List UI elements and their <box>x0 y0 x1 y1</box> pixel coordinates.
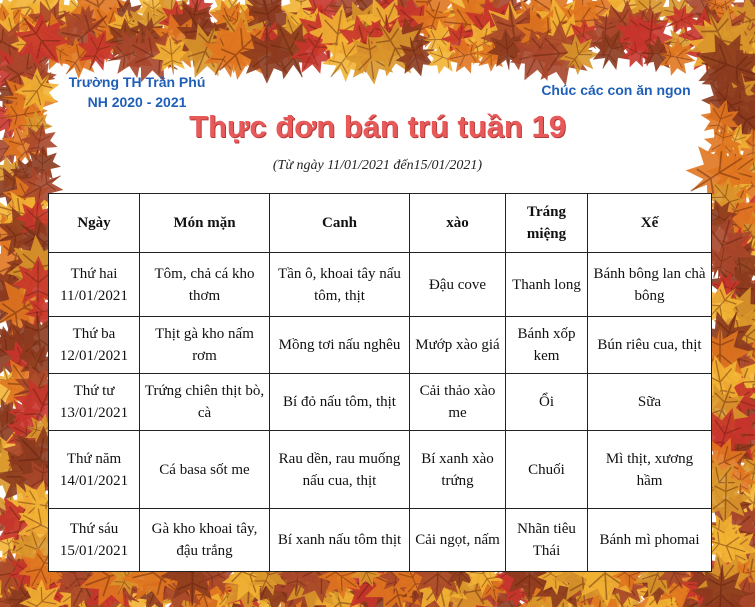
day-name: Thứ hai <box>70 265 118 282</box>
stir-fry-cell: Mướp xào giá <box>410 317 506 374</box>
stir-fry-cell: Bí xanh xào trứng <box>410 431 506 509</box>
stir-fry-cell: Đậu cove <box>410 253 506 317</box>
dessert-cell: Nhãn tiêu Thái <box>506 509 588 572</box>
stir-fry-cell: Cải ngọt, nấm <box>410 509 506 572</box>
day-date: 13/01/2021 <box>59 405 129 421</box>
table-row <box>49 253 712 317</box>
snack-cell: Sữa <box>588 374 712 431</box>
dessert-cell: Bánh xốp kem <box>506 317 588 374</box>
day-cell <box>49 431 140 509</box>
main-dish-cell: Trứng chiên thịt bò, cà <box>140 374 270 431</box>
day-cell <box>49 253 140 317</box>
snack-cell: Bánh mì phomai <box>588 509 712 572</box>
table-row <box>49 431 712 509</box>
dessert-cell: Chuối <box>506 431 588 509</box>
column-header-dessert: Tráng miệng <box>506 194 588 253</box>
day-name: Thứ ba <box>72 326 116 342</box>
greeting-text: Chúc các con ăn ngon <box>541 82 691 98</box>
main-dish-cell: Gà kho khoai tây, đậu trắng <box>140 509 270 572</box>
day-cell <box>49 374 140 431</box>
snack-cell: Bánh bông lan chà bông <box>588 253 712 317</box>
soup-cell: Tần ô, khoai tây nấu tôm, thịt <box>270 253 410 317</box>
main-dish-cell: Thịt gà kho nấm rơm <box>140 317 270 374</box>
school-name: Trường TH Trần Phú <box>68 74 206 90</box>
day-name: Thứ sáu <box>69 521 119 537</box>
menu-table <box>48 193 712 572</box>
column-header-main-dish: Món mặn <box>140 194 270 253</box>
column-header-soup: Canh <box>270 194 410 253</box>
school-heading <box>62 72 212 112</box>
day-date: 12/01/2021 <box>59 348 129 364</box>
date-range: (Từ ngày 11/01/2021 đến15/01/2021) <box>272 158 483 173</box>
soup-cell: Mồng tơi nấu nghêu <box>270 317 410 374</box>
main-dish-cell: Tôm, chả cá kho thơm <box>140 253 270 317</box>
day-name: Thứ năm <box>66 450 122 467</box>
table-row <box>49 509 712 572</box>
school-year: NH 2020 - 2021 <box>87 94 187 110</box>
dessert-cell: Thanh long <box>506 253 588 317</box>
table-header-row <box>49 194 712 253</box>
soup-cell: Bí đỏ nấu tôm, thịt <box>270 374 410 431</box>
column-header-stir-fry: xào <box>410 194 506 253</box>
day-date: 15/01/2021 <box>59 543 129 559</box>
snack-cell: Mì thịt, xương hầm <box>588 431 712 509</box>
day-cell <box>49 317 140 374</box>
table-row <box>49 374 712 431</box>
dessert-cell: Ổi <box>506 374 588 431</box>
day-cell <box>49 509 140 572</box>
soup-cell: Rau dền, rau muống nấu cua, thịt <box>270 431 410 509</box>
day-date: 14/01/2021 <box>59 472 129 489</box>
stir-fry-cell: Cải thảo xào me <box>410 374 506 431</box>
day-name: Thứ tư <box>73 383 115 399</box>
column-header-snack: Xế <box>588 194 712 253</box>
snack-cell: Bún riêu cua, thịt <box>588 317 712 374</box>
day-date: 11/01/2021 <box>60 287 128 304</box>
column-header-day: Ngày <box>49 194 140 253</box>
soup-cell: Bí xanh nấu tôm thịt <box>270 509 410 572</box>
main-dish-cell: Cá basa sốt me <box>140 431 270 509</box>
page-title: Thực đơn bán trú tuần 19 <box>189 109 566 144</box>
table-row <box>49 317 712 374</box>
